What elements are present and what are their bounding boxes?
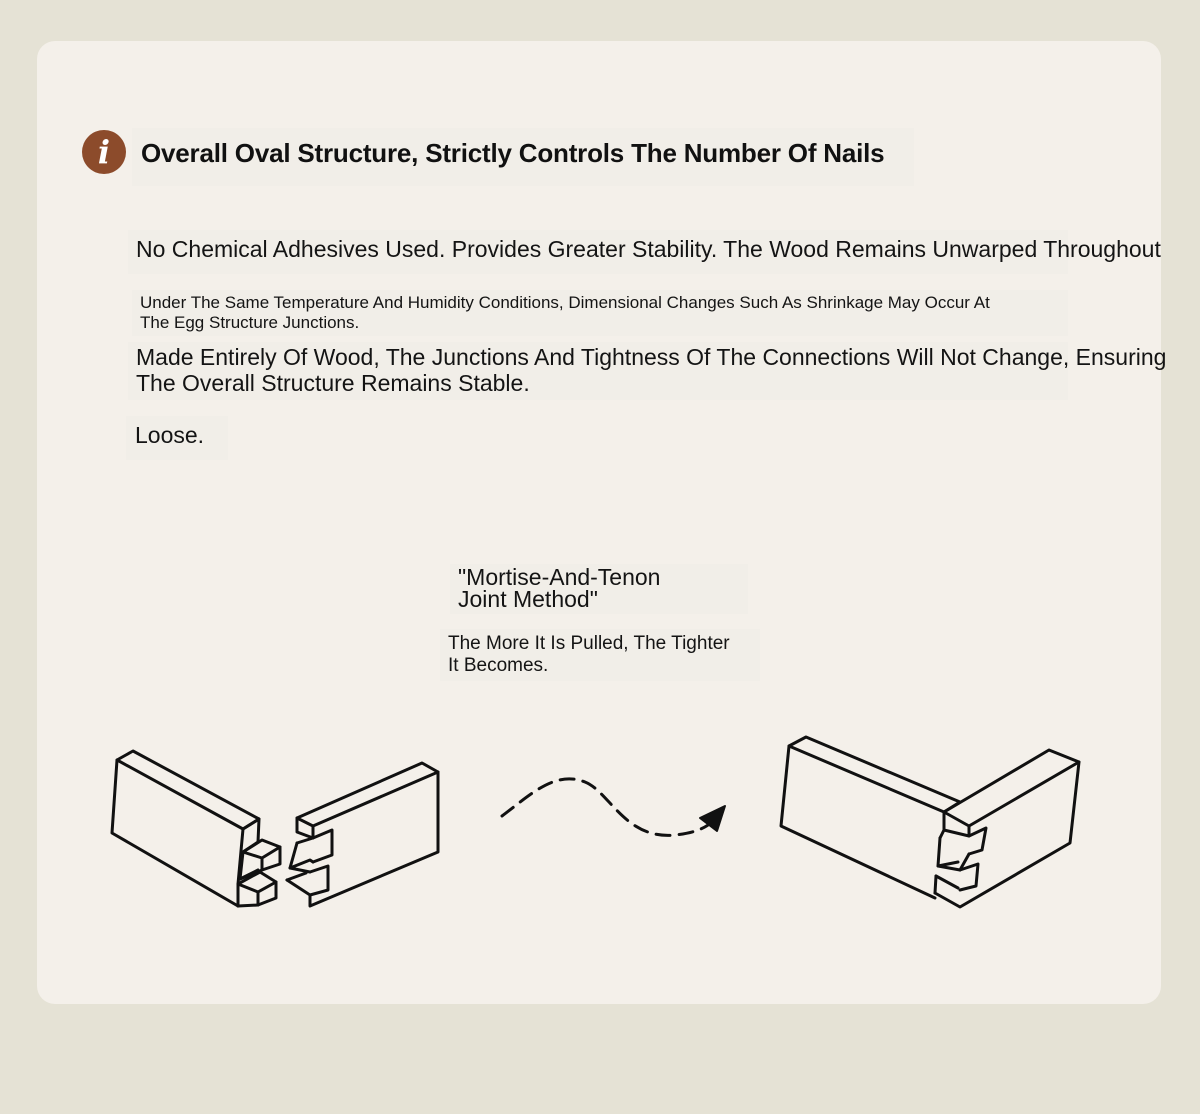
- paragraph-all-wood-line-2: The Overall Structure Remains Stable.: [136, 370, 530, 396]
- dashed-curved-arrow-icon: [502, 779, 712, 835]
- info-icon: i: [82, 130, 126, 174]
- paragraph-loose: Loose.: [135, 422, 205, 448]
- method-subtitle-line-1: The More It Is Pulled, The Tighter: [448, 633, 730, 654]
- paragraph-humidity-line-1: Under The Same Temperature And Humidity Conditions, Dimensional Changes Such As Shrinkage May Occur At: [140, 293, 990, 312]
- separated-dovetail-joint-icon: [112, 751, 438, 906]
- page-title: Overall Oval Structure, Strictly Controls The Number Of Nails: [141, 138, 885, 168]
- paragraph-all-wood-line-1: Made Entirely Of Wood, The Junctions And Tightness Of The Connections Will Not Change, Ensuring: [136, 344, 1167, 370]
- assembled-dovetail-joint-icon: [781, 737, 1079, 907]
- method-title-line-2: Joint Method": [458, 586, 598, 612]
- paragraph-humidity-line-2: The Egg Structure Junctions.: [140, 313, 360, 332]
- paragraph-no-adhesives: No Chemical Adhesives Used. Provides Greater Stability. The Wood Remains Unwarped Throughout: [136, 236, 1161, 262]
- method-title-line-1: "Mortise-And-Tenon: [458, 564, 661, 590]
- method-subtitle-line-2: It Becomes.: [448, 655, 549, 676]
